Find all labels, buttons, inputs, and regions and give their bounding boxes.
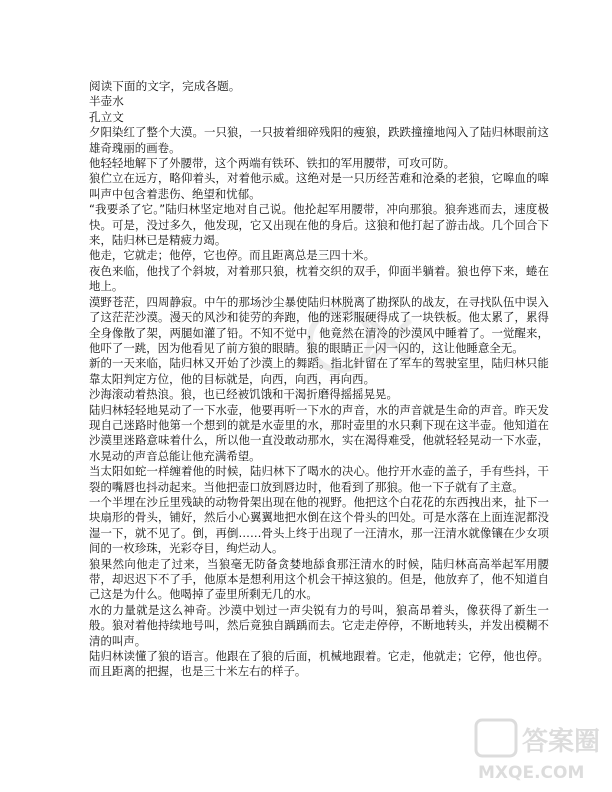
paragraph: 他走，它就走；他停，它也停。而且距离总是三四十米。 bbox=[89, 248, 376, 263]
instruction-text: 阅读下面的文字，完成各题。 bbox=[89, 79, 241, 93]
watermark-url: MXQE.COM bbox=[478, 763, 585, 783]
paragraph: 夜色来临，他找了个斜坡，对着那只狼，枕着交织的双手，仰面半躺着。狼也停下来，蜷在地上。 bbox=[89, 263, 549, 294]
paragraph: “我要杀了它。”陆归林坚定地对自己说。他抡起军用腰带，冲向那狼。狼奔逃而去，速度极快。可是，没过多久，他发现，它又出现在他的身后。这狼和他打起了游击战。几个回合下来，陆归林已是精疲力竭。 bbox=[89, 202, 549, 248]
paragraph: 狼伫立在远方，略仰着头，对着他示威。这绝对是一只历经苦难和沧桑的老狼，它嗥血的嗥叫声中包含着悲伤、绝望和忧郁。 bbox=[89, 171, 549, 201]
document-body bbox=[89, 79, 549, 680]
paragraph: 当太阳如蛇一样缠着他的时候，陆归林下了喝水的决心。他拧开水壶的盖子，手有些抖，干裂的嘴唇也抖动起来。当他把壶口放到唇边时，他看到了那狼。他一下子就有了主意。 bbox=[89, 464, 549, 494]
article-author: 孔立文 bbox=[89, 109, 124, 124]
watermark-label: 答案圈 bbox=[522, 727, 601, 757]
paragraph: 一个半埋在沙丘里残缺的动物骨架出现在他的视野。他把这个白花花的东西拽出来，扯下一块扇形的骨头，铺好，然后小心翼翼地把水倒在这个骨头的凹处。可是水落在上面连泥都没湿一下，就不见了。倒，再倒……骨头上终于出现了一汪清水，那一汪清水就像镶在少女项间的一枚珍珠，光彩夺目，绚烂动人。 bbox=[89, 494, 549, 556]
paragraph: 沙海滚动着热浪。狼，也已经被饥饿和干渴折磨得摇摇晃晃。 bbox=[89, 387, 398, 402]
article-title: 半壶水 bbox=[89, 94, 124, 109]
paragraph: 水的力量就是这么神奇。沙漠中划过一声尖锐有力的号叫，狼高昂着头，像获得了新生一般。狼对着他持续地号叫，然后竟独自踽踽而去。它走走停停，不断地转头，并发出模糊不清的叫声。 bbox=[89, 602, 549, 648]
paragraph: 新的一天来临，陆归林又开始了沙漠上的舞蹈。指北针留在了军车的驾驶室里，陆归林只能靠太阳判定方位，他的目标就是，向西，向西，再向西。 bbox=[89, 356, 549, 386]
paragraph: 陆归林轻轻地晃动了一下水壶，他要再听一下水的声音，水的声音就是生命的声音。昨天发现自己迷路时他第一个想到的就是水壶里的水，那时壶里的水只剩下现在这半壶。他知道在沙漠里迷路意味着什么，所以他一直没敢动那水，实在渴得难受，他就轻轻晃动一下水壶，水晃动的声音总能让他充满希望。 bbox=[89, 402, 549, 463]
paragraph: 狼果然向他走了过来，当狼毫无防备贪婪地舔食那汪清水的时候，陆归林高高举起军用腰带，却迟迟下不了手，他原本是想利用这个机会干掉这狼的。但是，他放弃了，他不知道自己这是为什么。他喝掉了壶里所剩无几的水。 bbox=[89, 556, 549, 602]
paragraph: 漠野苍茫，四周静寂。中午的那场沙尘暴使陆归林脱离了勘探队的战友，在寻找队伍中误入了这茫茫沙漠。漫天的风沙和徒劳的奔跑，他的迷彩服硬得成了一块铁板。他太累了，累得全身像散了架，两腿如灌了铅。不知不觉中，他竟然在清冷的沙漠风中睡着了。一觉醒来，他吓了一跳，因为他看见了前方狼的眼睛。狼的眼睛正一闪一闪的，这让他睡意全无。 bbox=[89, 294, 549, 355]
corner-watermark-logo bbox=[472, 716, 604, 786]
paragraph: 陆归林读懂了狼的语言。他跟在了狼的后面，机械地跟着。它走，他就走；它停，他也停。而且距离的把握，也是三十米左右的样子。 bbox=[89, 649, 549, 679]
paragraph: 夕阳染红了整个大漠。一只狼，一只披着细碎残阳的瘦狼，跌跌撞撞地闯入了陆归林眼前这雄奇瑰丽的画卷。 bbox=[89, 125, 549, 155]
paragraph: 他轻轻地解下了外腰带，这个两端有铁环、铁扣的军用腰带，可攻可防。 bbox=[89, 156, 456, 171]
